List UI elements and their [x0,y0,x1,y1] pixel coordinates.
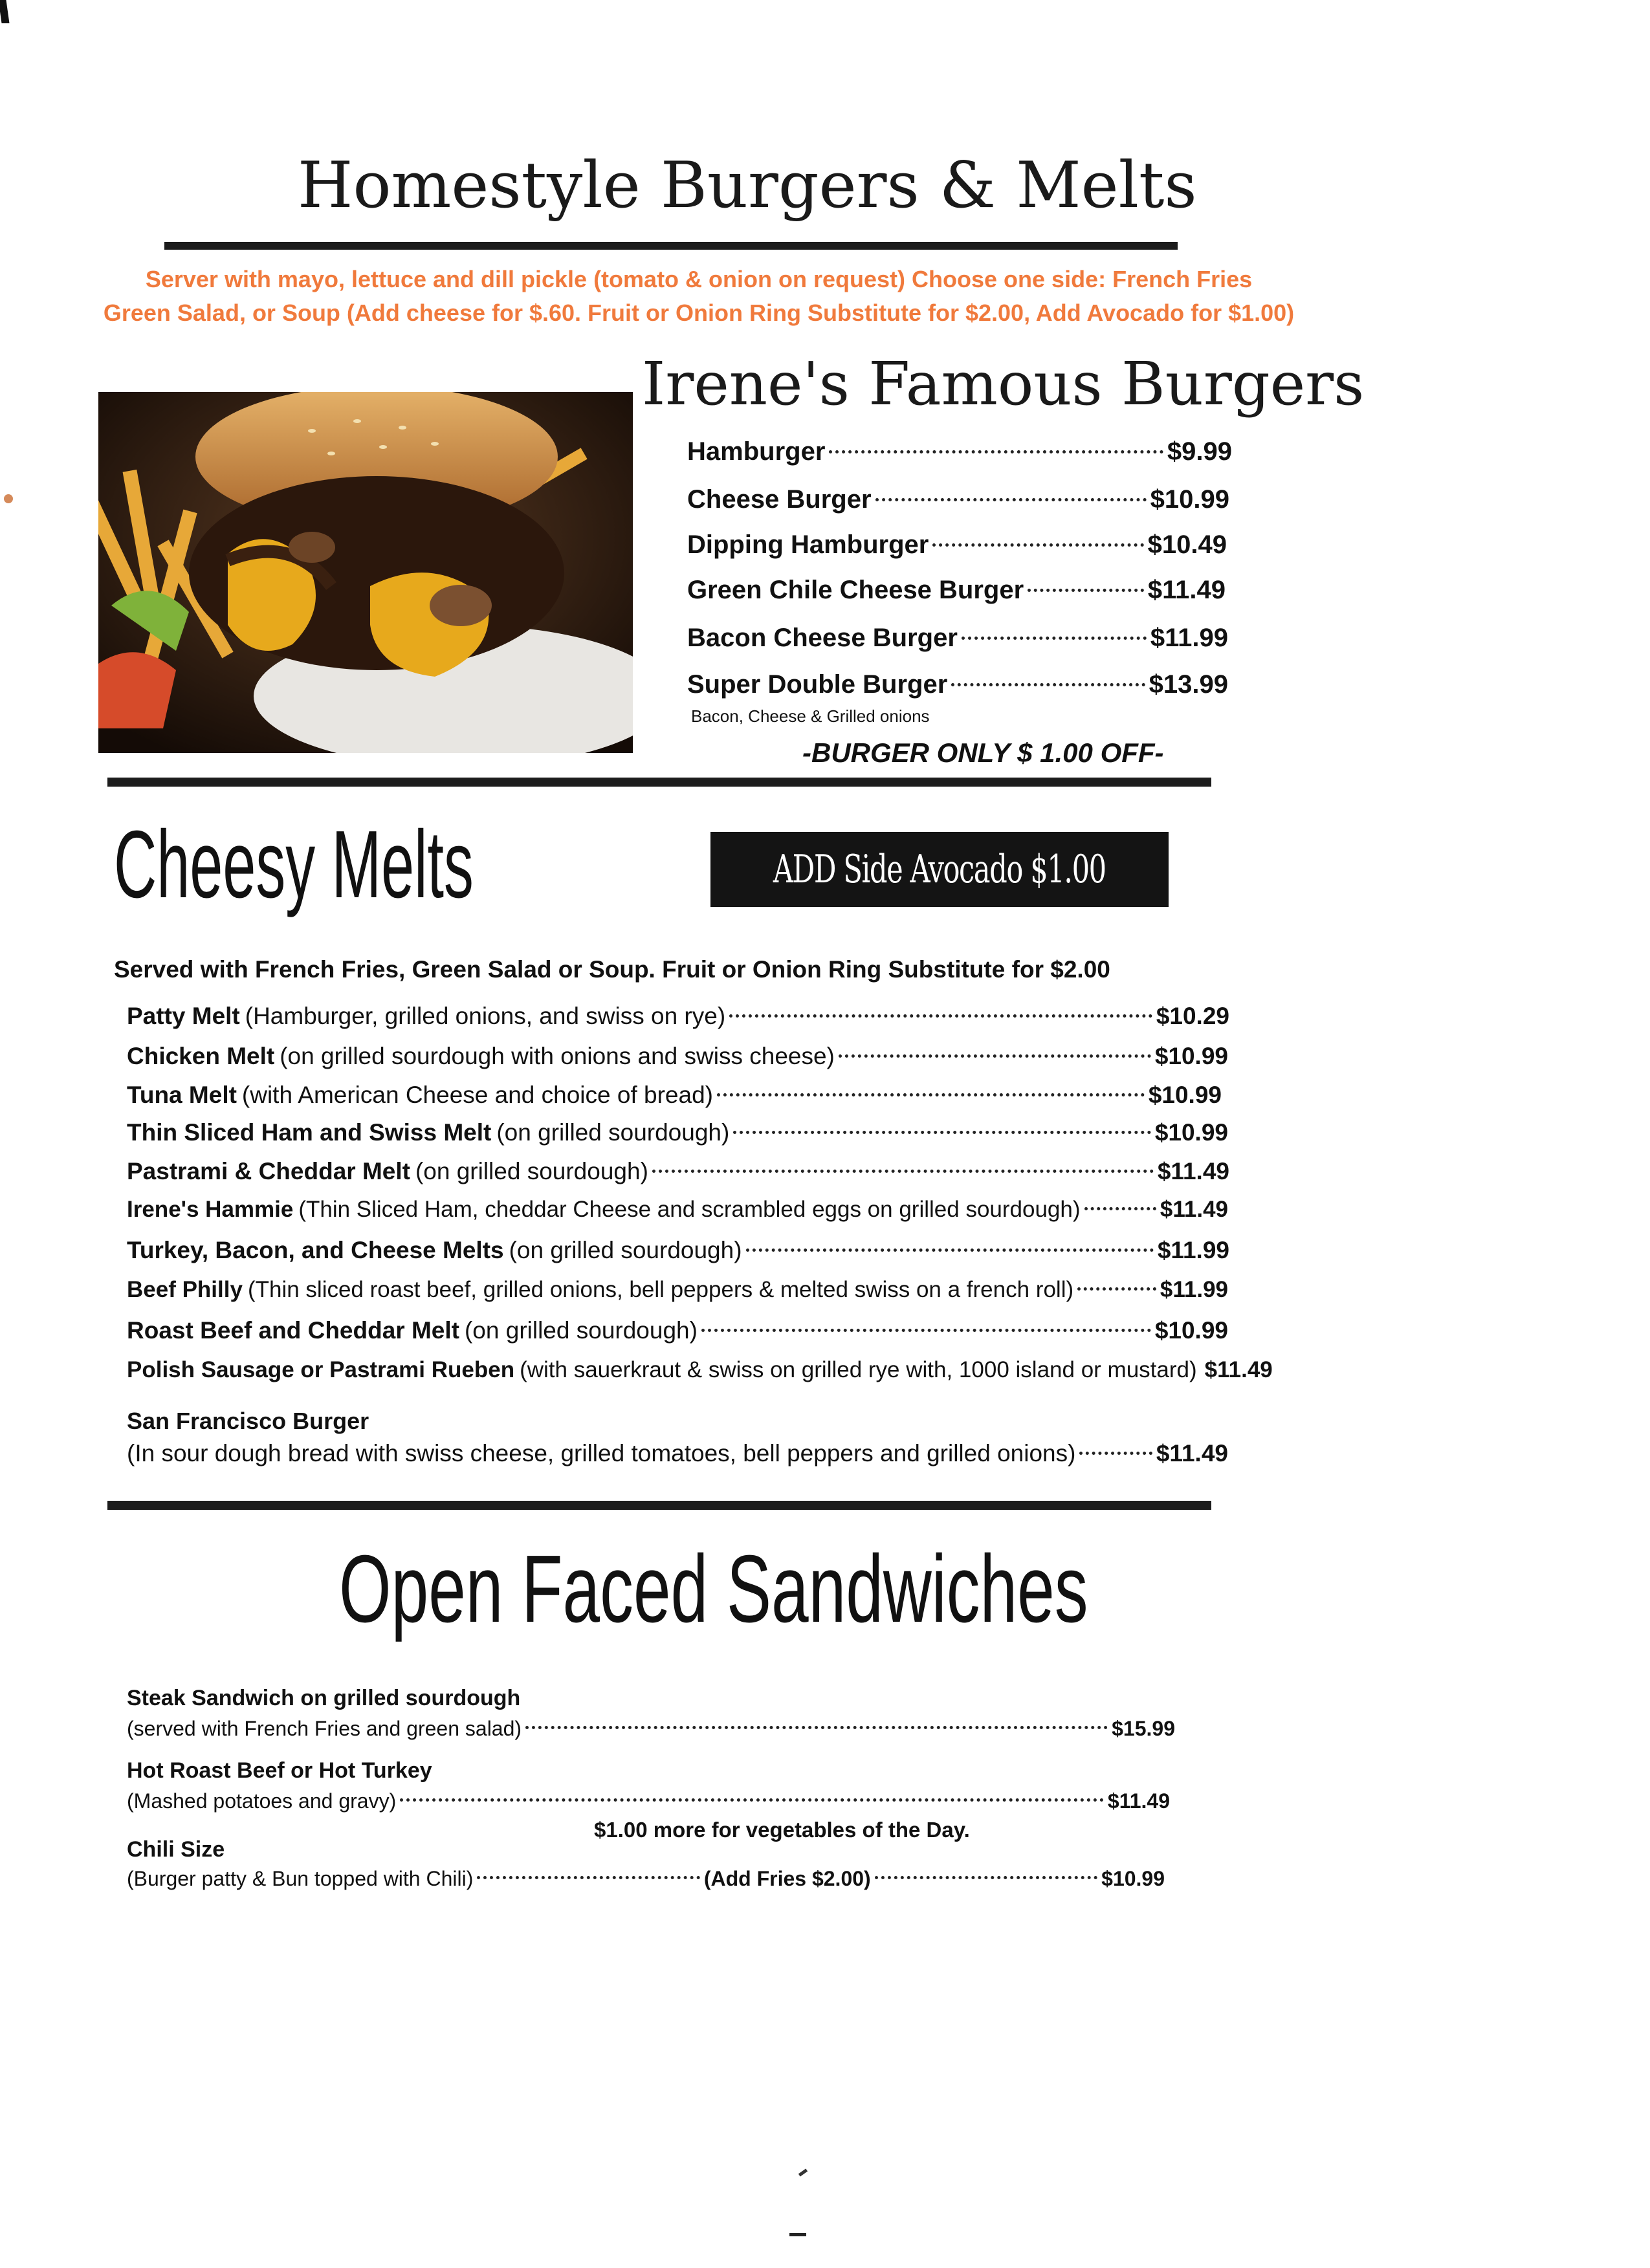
avocado-badge [710,832,1169,907]
item-desc: (served with French Fries and green salad) [127,1717,522,1740]
item-desc: (on grilled sourdough) [464,1317,698,1344]
item-name: Bacon Cheese Burger [687,624,958,652]
item-price: $10.99 [1150,485,1229,514]
item-name: Green Chile Cheese Burger [687,576,1024,604]
item-name: Turkey, Bacon, and Cheese Melts [127,1237,504,1263]
item-name: Super Double Burger [687,670,948,699]
chili-size-name: Chili Size [127,1837,225,1862]
burgers-rule [107,778,1211,787]
hot-roast-row [127,1789,1170,1813]
avocado-badge-label: ADD Side Avocado $1.00 [773,847,1106,892]
leader-dots [1079,1452,1152,1455]
super-double-note: Bacon, Cheese & Grilled onions [691,706,930,726]
item-price: $10.29 [1156,1003,1229,1029]
melt-item [127,1357,1273,1383]
intro-line-2: Green Salad, or Soup (Add cheese for $.60. Fruit or Onion Ring Substitute for $2.00, Add Avocado for $1.00) [103,300,1295,326]
item-desc: (Hamburger, grilled onions, and swiss on rye) [245,1003,726,1029]
item-name: Dipping Hamburger [687,530,929,559]
melt-item [127,1043,1228,1070]
melts-title: Cheesy Melts [114,811,474,918]
leader-dots [829,450,1163,453]
melt-item [127,1158,1229,1185]
item-name: Patty Melt [127,1003,240,1029]
item-price: $11.49 [1160,1197,1228,1222]
item-price: $10.99 [1148,1082,1222,1108]
burger-promo: -BURGER ONLY $ 1.00 OFF- [802,737,1164,768]
vegetables-note: $1.00 more for vegetables of the Day. [594,1818,970,1842]
item-name: Cheese Burger [687,485,872,514]
leader-dots [951,683,1145,686]
leader-dots [875,498,1147,501]
leader-dots [652,1170,1154,1173]
burger-item-bacon-cheese [687,624,1228,653]
item-price: $11.49 [1147,576,1226,604]
leader-dots [1028,589,1144,592]
item-name: Chicken Melt [127,1043,275,1069]
scan-speck [789,2233,806,2236]
leader-dots [701,1329,1151,1332]
page-title: Homestyle Burgers & Melts [298,149,1197,223]
sf-burger-row [127,1440,1228,1467]
burger-item-cheese-burger [687,485,1229,514]
burger-illustration [98,392,633,753]
melt-item [127,1277,1228,1303]
scan-corner-mark [0,0,10,23]
item-price: $11.99 [1150,624,1228,652]
item-price: $11.49 [1156,1440,1228,1467]
item-desc: (with American Cheese and choice of bread) [241,1082,713,1108]
item-name: Beef Philly [127,1277,243,1302]
item-price: $13.99 [1149,670,1228,699]
burger-item-green-chile [687,576,1226,605]
intro-line-1: Server with mayo, lettuce and dill pickle (tomato & onion on request) Choose one side: French Fries [145,266,1253,292]
melt-item [127,1197,1228,1223]
burger-item-hamburger [687,437,1232,466]
melt-item [127,1237,1229,1264]
item-price: $10.99 [1154,1317,1228,1344]
item-name: Hamburger [687,437,826,466]
item-desc: (on grilled sourdough with onions and swiss cheese) [280,1043,835,1069]
item-name: Irene's Hammie [127,1197,294,1222]
melts-served-note: Served with French Fries, Green Salad or Soup. Fruit or Onion Ring Substitute for $2.00 [114,956,1110,983]
item-price: $11.49 [1204,1357,1273,1382]
chili-addon: (Add Fries $2.00) [703,1867,871,1890]
scan-speck [4,494,13,503]
item-desc: (Thin Sliced Ham, cheddar Cheese and scrambled eggs on grilled sourdough) [298,1197,1081,1222]
leader-dots [1077,1287,1156,1291]
item-desc: (Mashed potatoes and gravy) [127,1789,397,1813]
hot-roast-name: Hot Roast Beef or Hot Turkey [127,1758,432,1783]
leader-dots [962,637,1147,640]
scan-speck [798,2168,808,2176]
leader-dots [400,1798,1104,1802]
item-price: $11.99 [1157,1237,1229,1263]
leader-dots [525,1726,1108,1729]
header-rule [164,242,1178,250]
leader-dots [477,1876,699,1879]
item-desc: (In sour dough bread with swiss cheese, grilled tomatoes, bell peppers and grilled onions) [127,1440,1076,1467]
item-name: Roast Beef and Cheddar Melt [127,1317,459,1344]
leader-dots [932,543,1143,547]
item-desc: (with sauerkraut & swiss on grilled rye with, 1000 island or mustard) [520,1357,1197,1382]
sf-burger-name: San Francisco Burger [127,1408,369,1434]
melt-item [127,1119,1228,1146]
item-name: Tuna Melt [127,1082,237,1108]
leader-dots [733,1131,1151,1134]
leader-dots [875,1876,1097,1879]
item-desc: (on grilled sourdough) [509,1237,742,1263]
item-desc: (Thin sliced roast beef, grilled onions, bell peppers & melted swiss on a french roll) [247,1277,1074,1302]
item-price: $10.99 [1101,1867,1165,1890]
steak-sandwich-name: Steak Sandwich on grilled sourdough [127,1686,521,1710]
item-name: Pastrami & Cheddar Melt [127,1158,410,1184]
leader-dots [746,1248,1154,1252]
item-desc: (Burger patty & Bun topped with Chili) [127,1867,474,1890]
item-price: $10.99 [1154,1119,1228,1146]
burger-item-super-double [687,670,1228,699]
melt-item [127,1003,1229,1030]
melts-rule [107,1501,1211,1510]
intro-text [52,263,1346,330]
item-price: $11.49 [1157,1158,1229,1184]
chili-size-row [127,1867,1165,1891]
burgers-title: Irene's Famous Burgers [642,349,1365,419]
item-name: Polish Sausage or Pastrami Rueben [127,1357,515,1382]
item-price: $15.99 [1112,1717,1175,1740]
leader-dots [839,1054,1151,1058]
item-price: $10.49 [1147,530,1227,559]
item-price: $11.49 [1107,1789,1170,1813]
melt-item [127,1317,1228,1344]
melt-item [127,1082,1222,1109]
item-desc: (on grilled sourdough) [415,1158,648,1184]
item-desc: (on grilled sourdough) [496,1119,730,1146]
burger-photo [98,392,633,753]
leader-dots [1084,1207,1156,1210]
leader-dots [717,1093,1145,1096]
leader-dots [729,1014,1152,1018]
open-faced-title: Open Faced Sandwiches [339,1536,1088,1642]
item-name: Thin Sliced Ham and Swiss Melt [127,1119,492,1146]
item-price: $9.99 [1167,437,1232,466]
burger-item-dipping-hamburger [687,530,1227,560]
steak-sandwich-row [127,1717,1175,1741]
item-price: $10.99 [1154,1043,1228,1069]
item-price: $11.99 [1160,1277,1228,1302]
